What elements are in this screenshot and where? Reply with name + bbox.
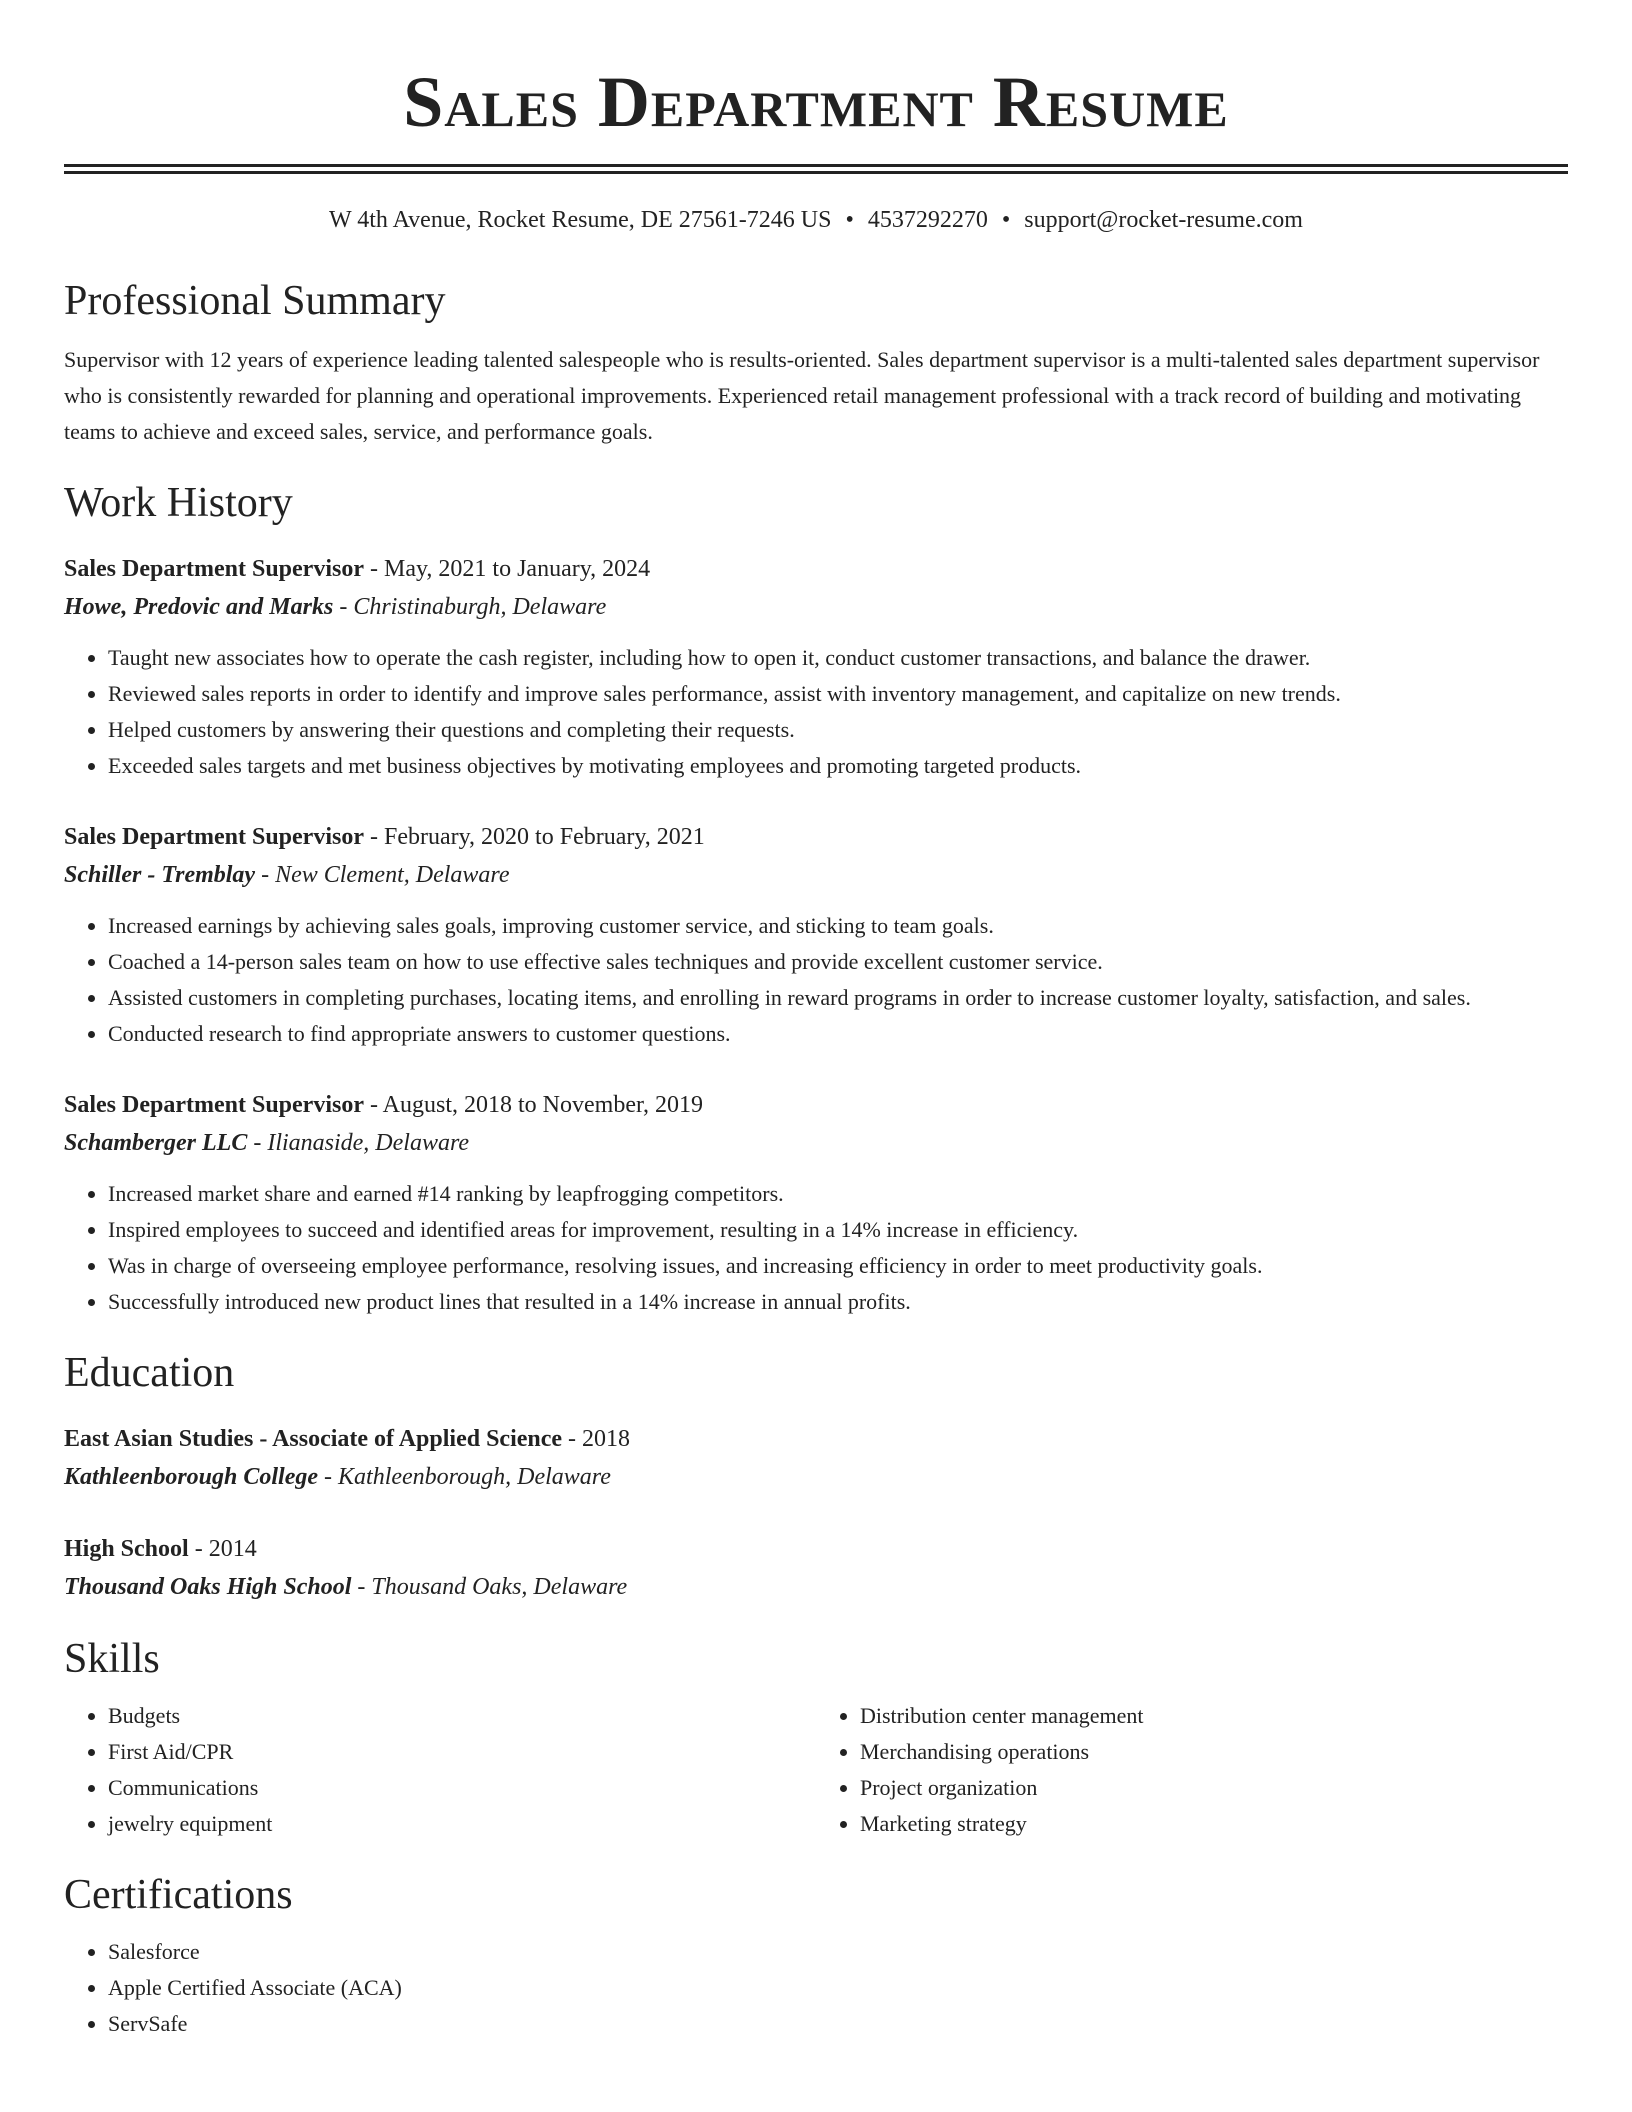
- contact-phone: 4537292270: [867, 207, 988, 233]
- contact-address: W 4th Avenue, Rocket Resume, DE 27561-7246 US: [329, 207, 832, 233]
- certifications-list: [64, 1934, 1568, 2042]
- education-entry: [64, 1530, 1568, 1606]
- employer-line: [64, 1124, 1568, 1162]
- school-name: Thousand Oaks High School: [64, 1574, 352, 1600]
- degree-line: [64, 1420, 1568, 1458]
- skills-left-column: [64, 1698, 816, 1842]
- contact-separator: •: [845, 207, 854, 233]
- list-item: • Distribution center management: [860, 1698, 1568, 1734]
- list-item: • Salesforce: [108, 1934, 1568, 1970]
- school-line: [64, 1458, 1568, 1496]
- list-item: • Budgets: [108, 1698, 816, 1734]
- employer-line: [64, 856, 1568, 894]
- list-item: • Inspired employees to succeed and identified areas for improvement, resulting in a 14% increase in efficiency.: [108, 1212, 1568, 1248]
- job-title-line: [64, 1086, 1568, 1124]
- list-item: • Taught new associates how to operate the cash register, including how to open it, conduct customer transactions, and balance the drawer.: [108, 640, 1568, 676]
- degree: East Asian Studies - Associate of Applied Science: [64, 1426, 563, 1452]
- job-bullets: [64, 640, 1568, 784]
- degree: High School: [64, 1536, 189, 1562]
- contact-line: [64, 204, 1568, 236]
- contact-separator: •: [1001, 207, 1011, 233]
- list-item: • Was in charge of overseeing employee performance, resolving issues, and increasing efficiency in order to meet productivity goals.: [108, 1248, 1568, 1284]
- work-history-heading: Work History: [64, 480, 293, 526]
- list-item: • Communications: [108, 1770, 816, 1806]
- employer-name: Schamberger LLC: [64, 1130, 248, 1156]
- employer-location: - Ilianaside, Delaware: [247, 1130, 470, 1156]
- employer-name: Schiller - Tremblay: [64, 862, 256, 888]
- list-item: • Coached a 14-person sales team on how to use effective sales techniques and provide excellent customer service.: [108, 944, 1568, 980]
- list-item: • Conducted research to find appropriate answers to customer questions.: [108, 1016, 1568, 1052]
- school-name: Kathleenborough College: [64, 1464, 319, 1490]
- contact-email: support@rocket-resume.com: [1024, 207, 1303, 233]
- list-item: • First Aid/CPR: [108, 1734, 816, 1770]
- job-title: Sales Department Supervisor: [64, 1092, 364, 1118]
- list-item: • Reviewed sales reports in order to identify and improve sales performance, assist with inventory management, and capitalize on new trends.: [108, 676, 1568, 712]
- job-entry: [64, 550, 1568, 784]
- school-location: - Kathleenborough, Delaware: [318, 1464, 611, 1490]
- list-item: • jewelry equipment: [108, 1806, 816, 1842]
- list-item: • ServSafe: [108, 2006, 1568, 2042]
- job-title-line: [64, 550, 1568, 588]
- job-bullets: [64, 908, 1568, 1052]
- employer-location: - Christinaburgh, Delaware: [333, 594, 607, 620]
- list-item: • Increased market share and earned #14 ranking by leapfrogging competitors.: [108, 1176, 1568, 1212]
- list-item: • Helped customers by answering their questions and completing their requests.: [108, 712, 1568, 748]
- employer-line: [64, 588, 1568, 626]
- skills-heading: Skills: [64, 1636, 160, 1682]
- graduation-year: - 2014: [188, 1536, 257, 1562]
- title-double-rule: [64, 164, 1568, 174]
- list-item: • Marketing strategy: [860, 1806, 1568, 1842]
- list-item: • Merchandising operations: [860, 1734, 1568, 1770]
- job-bullets: [64, 1176, 1568, 1320]
- education-entry: [64, 1420, 1568, 1496]
- job-entry: [64, 818, 1568, 1052]
- employer-location: - New Clement, Delaware: [255, 862, 510, 888]
- summary-heading: Professional Summary: [64, 278, 446, 324]
- school-line: [64, 1568, 1568, 1606]
- job-entry: [64, 1086, 1568, 1320]
- certifications-heading: Certifications: [64, 1872, 293, 1918]
- list-item: • Increased earnings by achieving sales goals, improving customer service, and sticking to team goals.: [108, 908, 1568, 944]
- list-item: • Project organization: [860, 1770, 1568, 1806]
- job-title-line: [64, 818, 1568, 856]
- school-location: - Thousand Oaks, Delaware: [351, 1574, 628, 1600]
- summary-text: Supervisor with 12 years of experience leading talented salespeople who is results-oriented. Sales department supervisor is a multi-talented sales department supervisor who is consistently rewarded for planning and operational improvements. Experienced retail management professional with a track record of building and motivating teams to achieve and exceed sales, service, and performance goals.: [64, 347, 1540, 444]
- job-dates: - May, 2021 to January, 2024: [363, 556, 651, 582]
- skills-right-column: [816, 1698, 1568, 1842]
- job-dates: - February, 2020 to February, 2021: [363, 824, 705, 850]
- list-item: • Assisted customers in completing purchases, locating items, and enrolling in reward programs in order to increase customer loyalty, satisfaction, and sales.: [108, 980, 1568, 1016]
- list-item: • Exceeded sales targets and met business objectives by motivating employees and promoting targeted products.: [108, 748, 1568, 784]
- degree-line: [64, 1530, 1568, 1568]
- job-title: Sales Department Supervisor: [64, 556, 364, 582]
- job-dates: - August, 2018 to November, 2019: [363, 1092, 703, 1118]
- education-heading: Education: [64, 1350, 235, 1396]
- list-item: • Apple Certified Associate (ACA): [108, 1970, 1568, 2006]
- page-title: Sales Department Resume: [403, 62, 1229, 142]
- graduation-year: - 2018: [562, 1426, 631, 1452]
- job-title: Sales Department Supervisor: [64, 824, 364, 850]
- list-item: • Successfully introduced new product lines that resulted in a 14% increase in annual profits.: [108, 1284, 1568, 1320]
- employer-name: Howe, Predovic and Marks: [64, 594, 334, 620]
- skills-columns: [64, 1698, 1568, 1842]
